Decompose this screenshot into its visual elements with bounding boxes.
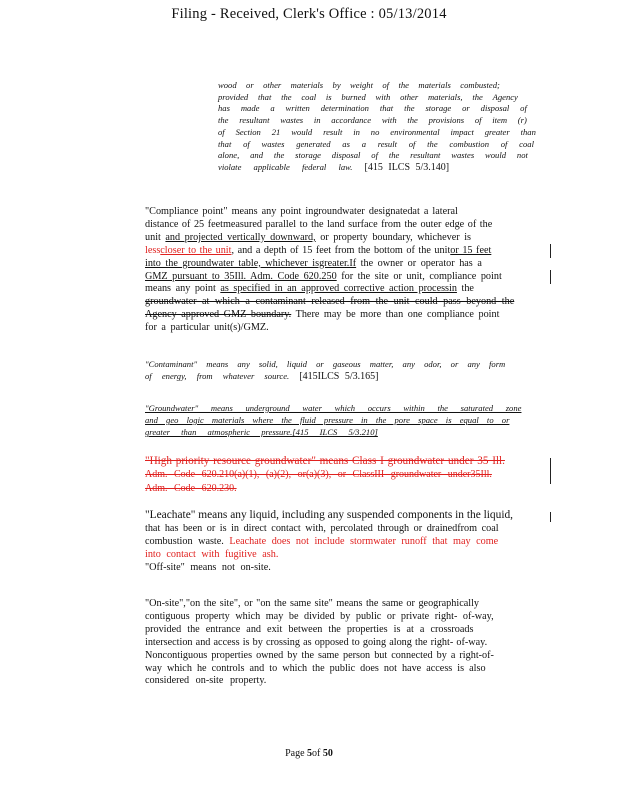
high-priority-line-2: Adm. Code 620.210(a)(1), (a)(2), or(a)(3), or ClassIII groundwater under35Ill.: [145, 469, 492, 480]
coal-combustion-paragraph: [218, 80, 538, 174]
revision-bar: [550, 458, 551, 484]
page-total: 50: [322, 748, 333, 759]
wood-line-2: provided that the coal is burned with other materials, the Agency: [218, 91, 518, 102]
leachate-line-2: that has been or is in direct contact with, percolated through or drainedfrom coal: [145, 523, 499, 534]
compliance-line-1: "Compliance point" means any point ingroundwater designatedat a lateral: [145, 206, 458, 217]
statute-citation: [415 ILCS 5/3.140]: [364, 161, 450, 173]
onsite-line-6: way which he controls and to which the public does not have access is also: [145, 662, 486, 674]
leachate-line-4: into contact with fugitive ash.: [145, 548, 279, 560]
onsite-line-5: Noncontiguous properties owned by the same person but connected by a right-of-: [145, 649, 494, 661]
offsite-definition: "Off-site" means not on-site.: [145, 561, 271, 573]
wood-line-3: has made a written determination that the storage or disposal of: [218, 103, 527, 114]
wood-line-6: that of wastes generated as a result of the combustion of coal: [218, 138, 534, 149]
filing-header: Filing - Received, Clerk's Office : 05/13/2014: [171, 6, 447, 22]
inserted-text: as specified in an approved corrective action processin: [220, 283, 457, 295]
leachate-definition: [145, 508, 545, 575]
compliance-line-9: Agency approved GMZ boundary. There may be more than one compliance point: [145, 309, 500, 321]
groundwater-line-3: greater than atmospheric pressure.[415 ILCS 5/3.210]: [145, 427, 378, 437]
contaminant-line-1: "Contaminant" means any solid, liquid or gaseous matter, any odor, or any form: [145, 359, 506, 369]
high-priority-line-1: "High priority resource groundwater" means Class I groundwater under 35 Ill.: [145, 455, 505, 467]
compliance-line-7: means any point as specified in an approved corrective action processin the: [145, 283, 474, 295]
compliance-line-4: lesscloser to the unit, and a depth of 15 feet from the bottom of the unitor 15 feet: [145, 244, 492, 256]
leachate-line-3: combustion waste. Leachate does not include stormwater runoff that may come: [145, 535, 499, 547]
inserted-text: into the groundwater table, whichever isgreater.If: [145, 257, 357, 269]
inserted-text: GMZ pursuant to 35Ill. Adm. Code 620.250: [145, 270, 337, 282]
deleted-text: groundwater at which a contaminant released from the unit could pass beyond the: [145, 296, 515, 308]
wood-line-5: of Section 21 would result in no environmental impact greater than: [218, 126, 536, 137]
revision-bar: [550, 270, 551, 284]
red-underlined-text: closer to the unit: [160, 244, 232, 256]
leachate-line-1: "Leachate" means any liquid, including any suspended components in the liquid,: [145, 509, 514, 521]
deleted-text: Agency approved GMZ boundary.: [145, 309, 292, 321]
compliance-line-2: distance of 25 feetmeasured parallel to the land surface from the outer edge of the: [145, 218, 493, 230]
onsite-line-1: "On-site","on the site", or "on the same site" means the same or geographically: [145, 598, 480, 609]
of-label: of: [312, 748, 321, 759]
revision-bar: [550, 512, 551, 522]
wood-line-7: alone, and the storage disposal of the resultant wastes would not: [218, 150, 528, 161]
wood-line-1: wood or other materials by weight of the materials combusted;: [218, 80, 500, 90]
onsite-line-3: provided the entrance and exit between the properties is at a crossroads: [145, 623, 474, 635]
onsite-line-2: contiguous property which may be divided by public or private right- of-way,: [145, 610, 494, 622]
page-label: Page: [285, 748, 305, 759]
wood-line-4: the resultant wastes in accordance with the provisions of item (r): [218, 115, 527, 126]
groundwater-line-2: and geo logic materials where the fluid pressure in the pore space is equal to or: [145, 415, 510, 425]
revision-bar: [550, 244, 551, 258]
compliance-point-definition: [145, 206, 545, 335]
contaminant-definition: [145, 358, 545, 383]
compliance-line-3: unit and projected vertically downward, or property boundary, whichever is: [145, 231, 472, 243]
statute-citation: [415ILCS 5/3.165]: [299, 371, 379, 382]
high-priority-line-3: Adm. Code 620.230.: [145, 483, 237, 494]
red-inserted-text: Leachate does not include stormwater runoff that may come: [229, 535, 499, 547]
onsite-definition: [145, 598, 545, 688]
onsite-line-7: considered on-site property.: [145, 675, 267, 687]
red-inserted-text: less: [145, 244, 161, 256]
contaminant-line-2: of energy, from whatever source. [415ILCS 5/3.165]: [145, 371, 379, 382]
groundwater-definition: [145, 402, 545, 438]
page-footer: [0, 748, 618, 759]
inserted-text: and projected vertically downward,: [165, 231, 316, 243]
page-number: 5: [307, 748, 313, 759]
compliance-line-5: into the groundwater table, whichever isgreater.If the owner or operator has a: [145, 257, 482, 269]
inserted-text: or 15 feet: [450, 244, 492, 256]
groundwater-line-1: "Groundwater" means underground water which occurs within the saturated zone: [145, 403, 522, 413]
wood-line-8: violate applicable federal law. [415 ILCS 5/3.140]: [218, 161, 450, 173]
high-priority-groundwater-deleted: [145, 454, 545, 496]
onsite-line-4: intersection and access is by crossing as opposed to going along the right- of-way.: [145, 636, 488, 648]
compliance-line-6: GMZ pursuant to 35Ill. Adm. Code 620.250 for the site or unit, compliance point: [145, 270, 502, 282]
compliance-line-10: for a particular unit(s)/GMZ.: [145, 322, 269, 334]
